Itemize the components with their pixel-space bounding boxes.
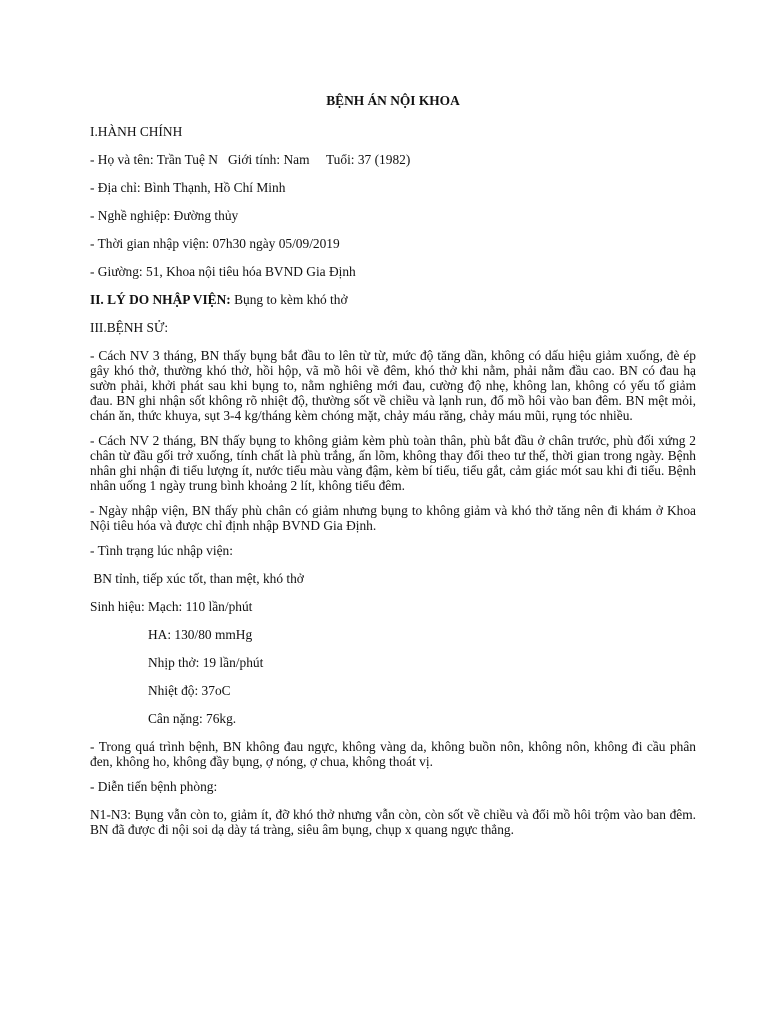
history-paragraph-3: - Ngày nhập viện, BN thấy phù chân có giảm nhưng bụng to không giảm và khó thở tăng nên đi khám ở Khoa Nội tiêu hóa và được chỉ định nhập BVND Gia Định. (90, 503, 696, 533)
vital-pulse: Sinh hiệu: Mạch: 110 lần/phút (90, 599, 253, 614)
patient-name-line: - Họ và tên: Trần Tuệ N Giới tính: Nam Tuổi: 37 (1982) (90, 152, 411, 167)
address-line: - Địa chỉ: Bình Thạnh, Hồ Chí Minh (90, 180, 286, 195)
vital-temperature: Nhiệt độ: 37oC (148, 683, 231, 698)
document-page (90, 92, 696, 847)
course-text: N1-N3: Bụng vẫn còn to, giảm ít, đỡ khó thở nhưng vẫn còn, còn sốt về chiều và đổi mồ hôi trộm vào ban đêm. BN đã được đi nội soi dạ dày tá tràng, siêu âm bụng, chụp x quang ngực thẳng. (90, 807, 696, 837)
history-paragraph-4: - Trong quá trình bệnh, BN không đau ngực, không vàng da, không buồn nôn, không nôn, không đi cầu phân đen, không ho, không đầy bụng, ợ nóng, ợ chua, không thoát vị. (90, 739, 696, 769)
bed-line: - Giường: 51, Khoa nội tiêu hóa BVND Gia Định (90, 264, 356, 279)
section-heading-reason: II. LÝ DO NHẬP VIỆN: (90, 292, 231, 307)
vital-respiratory-rate: Nhịp thở: 19 lần/phút (148, 655, 264, 670)
vital-weight: Cân nặng: 76kg. (148, 711, 237, 726)
document-title: BỆNH ÁN NỘI KHOA (326, 93, 460, 108)
vital-blood-pressure: HA: 130/80 mmHg (148, 627, 253, 642)
reason-text: Bụng to kèm khó thở (230, 292, 348, 307)
history-paragraph-2: - Cách NV 2 tháng, BN thấy bụng to không giảm kèm phù toàn thân, phù bắt đầu ở chân trước, phù đối xứng 2 chân từ đầu gối trở xuống, tính chất là phù trắng, ấn lõm, không thay đổi theo tư thế, thời gian trong ngày. Bệnh nhân ghi nhận đi tiểu lượng ít, nước tiểu màu vàng đậm, kèm bí tiểu, tiểu gắt, cảm giác mót sau khi đi tiểu. Bệnh nhân uống 1 ngày trung bình khoảng 2 lít, không tiểu đêm. (90, 433, 696, 493)
history-paragraph-1: - Cách NV 3 tháng, BN thấy bụng bắt đầu to lên từ từ, mức độ tăng dần, không có dấu hiệu giảm xuống, đè ép gây khó thở, thường khó thở, hồi hộp, vã mồ hôi về đêm, khó thở khi nằm, phải nằm đầu cao. BN có đau hạ sườn phải, khởi phát sau khi bụng to, nằm nghiêng mới đau, cường độ nhẹ, không lan, không có yếu tố giảm đau. BN ghi nhận sốt không rõ nhiệt độ, thường sốt về chiều và lạnh run, đổ mồ hôi vào ban đêm. BN mệt mỏi, chán ăn, thức khuya, sụt 3-4 kg/tháng kèm chóng mặt, chảy máu răng, chảy máu mũi, rụng tóc nhiều. (90, 348, 696, 423)
course-heading: - Diễn tiến bệnh phòng: (90, 779, 218, 794)
section-heading-history: III.BỆNH SỬ: (90, 320, 169, 335)
reason-for-admission (90, 292, 696, 308)
admission-status-text: BN tỉnh, tiếp xúc tốt, than mệt, khó thở (90, 571, 304, 586)
occupation-line: - Nghề nghiệp: Đường thủy (90, 208, 239, 223)
section-heading-administrative: I.HÀNH CHÍNH (90, 124, 183, 139)
admission-time-line: - Thời gian nhập viện: 07h30 ngày 05/09/2019 (90, 236, 340, 251)
admission-status-heading: - Tình trạng lúc nhập viện: (90, 543, 233, 558)
